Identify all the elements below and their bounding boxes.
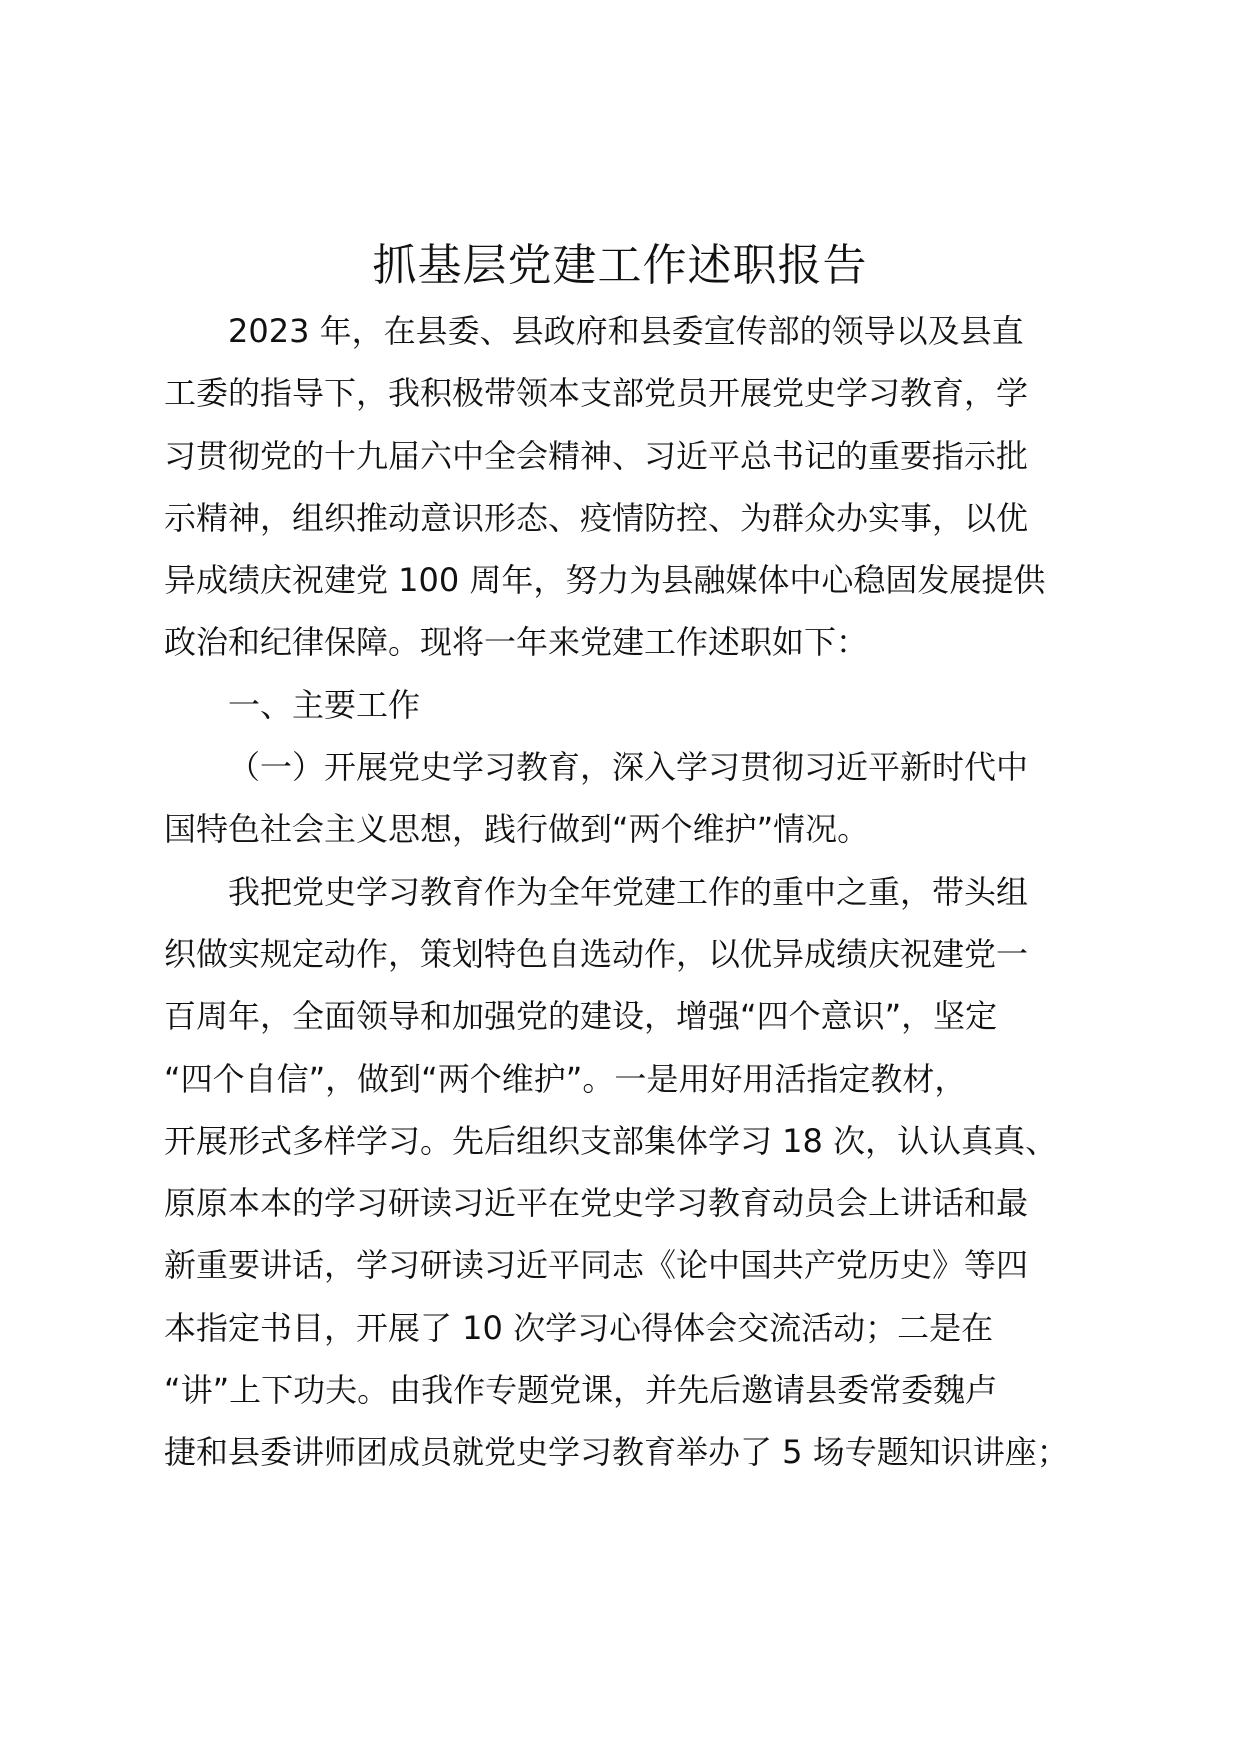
body-line: “四个自信”，做到“两个维护”。一是用好用活指定教材，: [164, 1060, 967, 1098]
body-line: 开展形式多样学习。先后组织支部集体学习 18 次，认认真真、: [164, 1122, 1058, 1160]
body-line: 示精神，组织推动意识形态、疫情防控、为群众办实事，以优: [164, 499, 1029, 537]
body-line: 2023 年，在县委、县政府和县委宣传部的领导以及县直: [228, 312, 1024, 350]
body-line: 捷和县委讲师团成员就党史学习教育举办了 5 场专题知识讲座；: [164, 1433, 1069, 1471]
body-line: 工委的指导下，我积极带领本支部党员开展党史学习教育，学: [164, 374, 1029, 412]
section-heading: 一、主要工作: [228, 686, 421, 724]
body-line: 织做实规定动作，策划特色自选动作，以优异成绩庆祝建党一: [164, 935, 1029, 973]
body-line: 异成绩庆祝建党 100 周年，努力为县融媒体中心稳固发展提供: [164, 561, 1046, 599]
body-line: “讲”上下功夫。由我作专题党课，并先后邀请县委常委魏卢: [164, 1371, 998, 1409]
subsection-heading: 国特色社会主义思想，践行做到“两个维护”情况。: [164, 810, 870, 848]
body-line: 本指定书目，开展了 10 次学习心得体会交流活动；二是在: [164, 1309, 994, 1347]
body-line: 政治和纪律保障。现将一年来党建工作述职如下：: [164, 623, 869, 661]
body-line: 新重要讲话，学习研读习近平同志《论中国共产党历史》等四: [164, 1246, 1029, 1284]
body-line: 原原本本的学习研读习近平在党史学习教育动员会上讲话和最: [164, 1184, 1029, 1222]
document-title: 抓基层党建工作述职报告: [372, 240, 868, 291]
body-line: 我把党史学习教育作为全年党建工作的重中之重，带头组: [228, 873, 1029, 911]
body-line: 习贯彻党的十九届六中全会精神、习近平总书记的重要指示批: [164, 437, 1029, 475]
subsection-heading: （一）开展党史学习教育，深入学习贯彻习近平新时代中: [228, 748, 1029, 786]
body-line: 百周年，全面领导和加强党的建设，增强“四个意识”，坚定: [164, 997, 998, 1035]
